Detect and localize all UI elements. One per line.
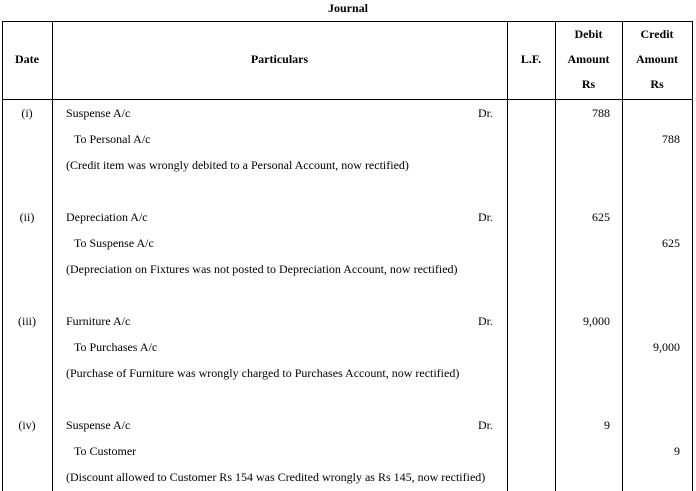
header-particulars: Particulars (250, 52, 309, 66)
narration: (Purchase of Furniture was wrongly charged to Purchases Account, now rectified) (66, 366, 460, 380)
header-date: Date (15, 52, 39, 66)
col-divider-date (52, 21, 53, 491)
dr-marker: Dr. (478, 210, 493, 224)
credit-account: To Purchases A/c (74, 340, 158, 354)
header-credit-line2: Amount (635, 52, 678, 66)
header-lf: L.F. (520, 52, 542, 66)
narration: (Depreciation on Fixtures was not posted to Depreciation Account, now rectified) (66, 262, 458, 276)
debit-account: Suspense A/c (66, 106, 131, 120)
header-bottom-border (2, 99, 693, 100)
entry-id: (i) (21, 106, 33, 120)
debit-amount: 9 (604, 418, 610, 432)
debit-amount: 9,000 (583, 314, 610, 328)
dr-marker: Dr. (478, 314, 493, 328)
table-right-border (692, 21, 693, 491)
journal-title: Journal (327, 1, 368, 15)
debit-account: Furniture A/c (66, 314, 131, 328)
debit-amount: 625 (592, 210, 610, 224)
narration: (Discount allowed to Customer Rs 154 was Credited wrongly as Rs 145, now rectified) (66, 470, 486, 484)
entry-id: (iii) (18, 314, 36, 328)
entry-id: (iv) (18, 418, 36, 432)
col-divider-particulars (507, 21, 508, 491)
header-debit-line1: Debit (574, 27, 603, 41)
narration: (Credit item was wrongly debited to a Personal Account, now rectified) (66, 158, 409, 172)
credit-account: To Suspense A/c (74, 236, 154, 250)
credit-amount: 625 (662, 236, 680, 250)
header-credit-line1: Credit (640, 27, 674, 41)
credit-amount: 9,000 (653, 340, 680, 354)
credit-account: To Personal A/c (74, 132, 151, 146)
credit-amount: 788 (662, 132, 680, 146)
dr-marker: Dr. (478, 418, 493, 432)
credit-account: To Customer (74, 444, 137, 458)
debit-account: Suspense A/c (66, 418, 131, 432)
header-debit-line3: Rs (581, 77, 596, 91)
header-credit-line3: Rs (650, 77, 664, 91)
journal-table (2, 21, 693, 491)
dr-marker: Dr. (478, 106, 493, 120)
header-debit-line2: Amount (567, 52, 610, 66)
debit-account: Depreciation A/c (66, 210, 148, 224)
entry-id: (ii) (19, 210, 35, 224)
debit-amount: 788 (592, 106, 610, 120)
credit-amount: 9 (674, 444, 680, 458)
